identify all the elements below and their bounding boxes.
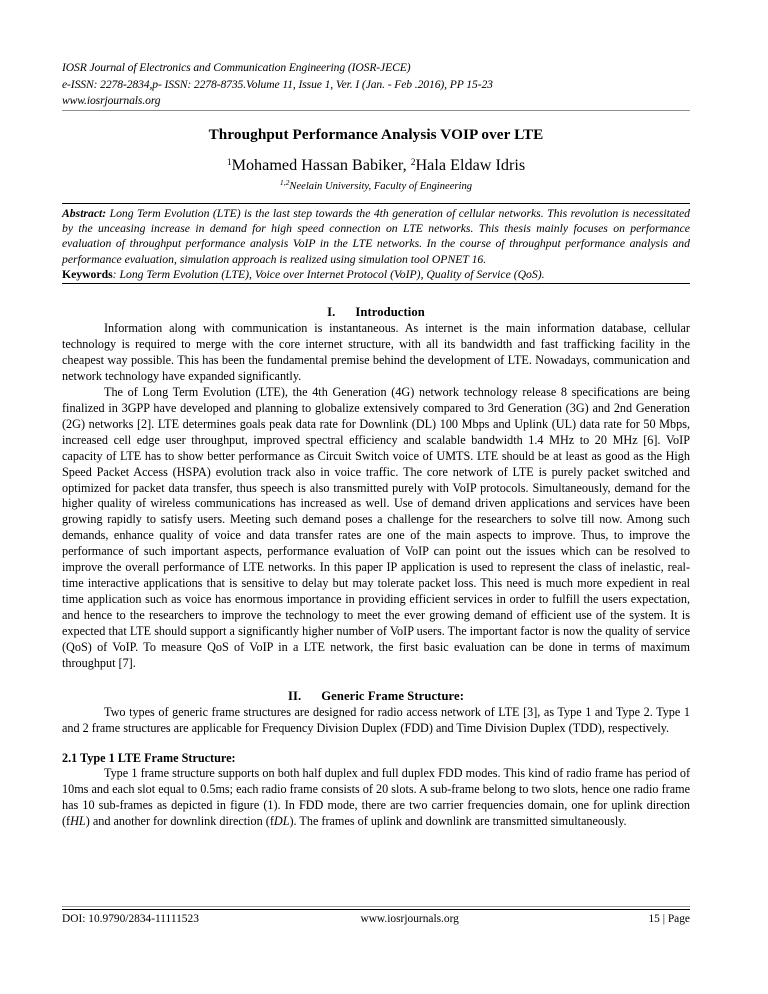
page-footer (62, 913, 690, 925)
journal-name: IOSR Journal of Electronics and Communication Engineering (IOSR-JECE) (62, 61, 411, 74)
journal-header (62, 60, 690, 110)
abstract-label: Abstract: (62, 207, 107, 220)
affiliation-marker: 1,2 (279, 178, 290, 187)
abstract-paragraph (62, 206, 690, 267)
paragraph-intro-2: The of Long Term Evolution (LTE), the 4th Generation (4G) network technology release 8 specifications are being finalized in 3GPP have developed and planning to globalize extensively compared to 3rd Generation (3G) and 2nd Generation (2G) networks [2]. LTE determines goals peak data rate for Downlink (DL) 100 Mbps and Uplink (UL) data rate for 50 Mbps, increased cell edge user throughput, improved spectral efficiency and scalable bandwidth 1.4 MHz to 20 MHz [6]. VoIP capacity of LTE has to show better performance as Circuit Switch voice of UMTS. LTE should be at least as good as the High Speed Packet Access (HSPA) evolution track also in voice traffic. The core network of LTE is purely packet switched and optimized for packet data transfer, thus speech is also transmitted purely with VoIP protocols. Simultaneously, demand for the higher quality of wireless communications has increased as well. Use of demand driven applications and services have been growing rapidly to satisfy users. Meeting such demand poses a challenge for the researchers to solve till now. Among such demands, enhance quality of voice and data transfer rates are one of the main aspects to improve. Thus, to improve the performance of such important aspects, performance evaluation of VoIP can point out the issues which can be resolved to improve the overall performance of LTE networks. In this paper IP application is used to represent the class of inelastic, real-time interactive applications that is sensitive to delay but may tolerate packet loss. This need is much more expedient in real time application such as voice has enormous importance in providing efficient services in order to fulfill the users expectation, and hence to the researchers to improve the technology to meet the ever growing demand of efficient use of the system. It is expected that LTE should support a significantly higher number of VoIP users. The important factor is now the quality of service (QoS) of VoIP. To measure QoS of VoIP in a LTE network, the first basic evaluation can be done in terms of maximum throughput [7]. (62, 384, 690, 671)
footer-page-number: 15 | Page (648, 913, 690, 925)
subsection-heading-type1-frame: 2.1 Type 1 LTE Frame Structure: (62, 750, 236, 765)
section-1-title: Introduction (355, 305, 425, 319)
paragraph-type1-frame (62, 766, 690, 830)
type1-italic-hl: HL (70, 813, 86, 828)
section-2-numeral: II. (287, 688, 302, 703)
page-title: Throughput Performance Analysis VOIP over LTE (208, 126, 544, 143)
affiliation-text: Neelain University, Faculty of Engineering (289, 180, 473, 192)
author-affiliation (62, 178, 690, 192)
paragraph-frame-structure-1: Two types of generic frame structures are designed for radio access network of LTE [3], as Type 1 and Type 2. Type 1 and 2 frame structures are applicable for Frequency Division Duplex (FDD) and Time Division Duplex (TDD), respectively. (62, 704, 690, 735)
footer-rule-upper (62, 906, 690, 907)
section-heading-introduction (62, 305, 690, 320)
footer-divider (62, 906, 690, 910)
section-spacer (62, 672, 690, 689)
author-list (62, 156, 690, 175)
section-1-numeral: I. (327, 305, 336, 319)
abstract-block (62, 203, 690, 284)
section-2-title: Generic Frame Structure: (321, 688, 464, 703)
document-page (62, 0, 690, 994)
keywords-label: Keywords (62, 267, 113, 281)
author-1-marker: 1 (226, 157, 232, 168)
header-divider (62, 110, 690, 111)
abstract-body: Long Term Evolution (LTE) is the last step towards the 4th generation of cellular networks. This revolution is necessitated by the unceasing increase in demand for high speed connection on LTE networks. This thesis mainly focuses on performance evaluation of throughput performance analysis VoIP in the LTE networks. In the course of throughput performance analysis and performance evaluation, simulation approach is realized using simulation tool OPNET 16. (62, 207, 690, 266)
author-1-name: Mohamed Hassan Babiker, (231, 156, 411, 174)
journal-issn-volume: e-ISSN: 2278-2834,p- ISSN: 2278-8735.Volume 11, Issue 1, Ver. I (Jan. - Feb .2016), PP 15-23 (62, 77, 493, 91)
type1-text-part-1: Type 1 frame structure supports on both half duplex and full duplex FDD modes. This kind of radio frame has period of 10ms and each slot equal to 0.5ms; each radio frame consists of 20 slots. A sub-frame belong to two slots, hence one radio frame has 10 sub-frames as depicted in figure (1). In FDD mode, there are two carrier frequencies domain, one for uplink direction (f (62, 765, 690, 828)
document-body (62, 305, 690, 830)
keywords-paragraph (62, 267, 690, 282)
type1-italic-dl: DL (273, 813, 290, 828)
footer-website: www.iosrjournals.org (360, 913, 459, 925)
author-2-name: Hala Eldaw Idris (415, 156, 526, 174)
footer-doi: DOI: 10.9790/2834-11111523 (62, 913, 199, 925)
paragraph-intro-1: Information along with communication is instantaneous. As internet is the main information database, cellular technology is required to merge with the core internet structure, with all its bandwidth and fast trafficking facility in the cheapest way possible. This has been the fundamental premise behind the development of LTE. Nowadays, communication and network technology have expanded significantly. (62, 321, 690, 383)
type1-text-part-3: ). The frames of uplink and downlink are transmitted simultaneously. (289, 813, 627, 828)
author-2-marker: 2 (410, 157, 416, 168)
journal-website: www.iosrjournals.org (62, 94, 161, 107)
keywords-body: : Long Term Evolution (LTE), Voice over Internet Protocol (VoIP), Quality of Service (QoS). (112, 267, 545, 281)
footer-rule-lower (62, 909, 690, 910)
type1-text-part-2: ) and another for downlink direction (f (85, 813, 274, 828)
section-heading-generic-frame-structure (62, 689, 690, 704)
